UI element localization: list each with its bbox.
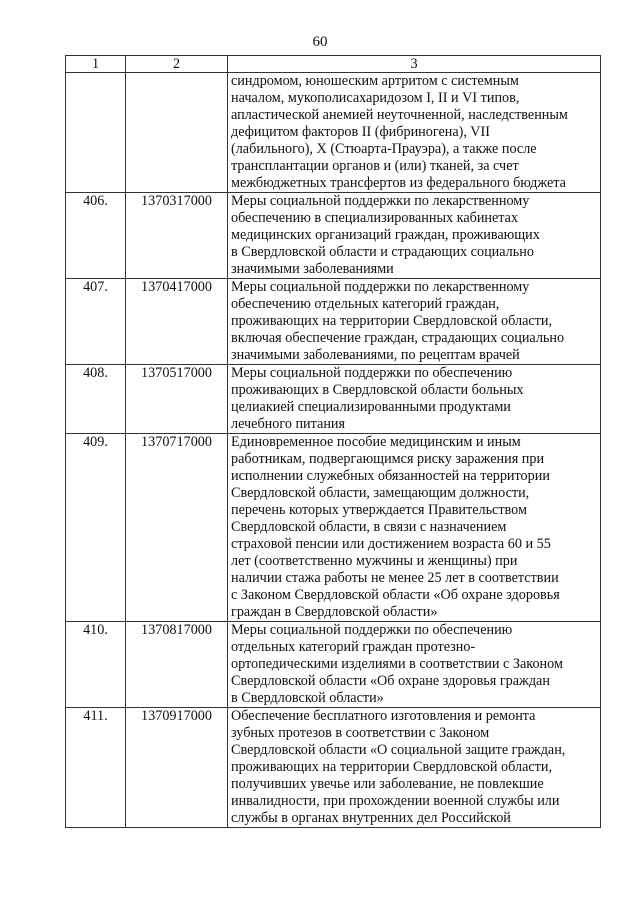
column-header-number: 1 — [66, 56, 126, 73]
table-header-row — [66, 56, 601, 73]
description-line: перечень которых утверждается Правительством — [231, 502, 527, 518]
table-row — [66, 365, 601, 434]
row-description-cell — [228, 279, 601, 365]
column-header-code: 2 — [126, 56, 228, 73]
description-line: синдромом, юношеским артритом с системным — [231, 73, 519, 89]
description-line: Свердловской области, замещающим должности, — [231, 485, 530, 501]
description-line: службы в органах внутренних дел Российской — [231, 810, 511, 826]
description-line: Свердловской области «Об охране здоровья граждан — [231, 673, 550, 689]
description-line: проживающих в Свердловской области больных — [231, 382, 524, 398]
description-line: работникам, подвергающимся риску заражения при — [231, 451, 545, 467]
table-row — [66, 73, 601, 193]
description-line: включая обеспечение граждан, страдающих социально — [231, 330, 565, 346]
table-row — [66, 622, 601, 708]
description-line: отдельных категорий граждан протезно- — [231, 639, 476, 655]
row-description-cell — [228, 622, 601, 708]
row-code-cell: 1370417000 — [126, 279, 228, 365]
description-line: проживающих на территории Свердловской области, — [231, 759, 552, 775]
description-line: инвалидности, при прохождении военной службы или — [231, 793, 560, 809]
column-header-description: 3 — [228, 56, 601, 73]
description-line: Свердловской области «О социальной защите граждан, — [231, 742, 566, 758]
table-row — [66, 279, 601, 365]
description-line: наличии стажа работы не менее 25 лет в соответствии — [231, 570, 559, 586]
description-line: лечебного питания — [231, 416, 346, 432]
description-line: Единовременное пособие медицинским и иным — [231, 434, 521, 450]
row-code-cell: 1370517000 — [126, 365, 228, 434]
row-description-cell — [228, 434, 601, 622]
row-number-cell: 411. — [66, 708, 126, 828]
row-number-cell: 406. — [66, 193, 126, 279]
row-code-cell: 1370917000 — [126, 708, 228, 828]
description-line: с Законом Свердловской области «Об охране здоровья — [231, 587, 560, 603]
description-line: значимыми заболеваниями — [231, 261, 394, 277]
table-row — [66, 708, 601, 828]
description-line: Меры социальной поддержки по лекарственному — [231, 279, 530, 295]
description-line: получивших увечье или заболевание, не повлекшие — [231, 776, 544, 792]
description-line: обеспечению в специализированных кабинетах — [231, 210, 519, 226]
row-code-cell: 1370817000 — [126, 622, 228, 708]
description-line: медицинских организаций граждан, проживающих — [231, 227, 540, 243]
page-number: 60 — [312, 34, 328, 50]
description-line: страховой пенсии или достижением возраста 60 и 55 — [231, 536, 551, 552]
description-line: исполнении служебных обязанностей на территории — [231, 468, 550, 484]
description-line: апластической анемией неуточненной, наследственным — [231, 107, 568, 123]
description-line: в Свердловской области и страдающих социально — [231, 244, 534, 260]
description-line: граждан в Свердловской области» — [231, 604, 438, 620]
budget-classification-table — [65, 55, 601, 828]
row-description-cell — [228, 73, 601, 193]
row-number-cell: 410. — [66, 622, 126, 708]
description-line: Меры социальной поддержки по лекарственному — [231, 193, 530, 209]
description-line: проживающих на территории Свердловской области, — [231, 313, 552, 329]
row-description-cell — [228, 708, 601, 828]
description-line: зубных протезов в соответствии с Законом — [231, 725, 490, 741]
table-body — [66, 73, 601, 828]
table-row — [66, 434, 601, 622]
description-line: ортопедическими изделиями в соответствии с Законом — [231, 656, 563, 672]
description-line: Обеспечение бесплатного изготовления и ремонта — [231, 708, 536, 724]
row-code-cell: 1370317000 — [126, 193, 228, 279]
description-line: целиакией специализированными продуктами — [231, 399, 511, 415]
description-line: дефицитом факторов II (фибриногена), VII — [231, 124, 490, 140]
description-line: межбюджетных трансфертов из федерального бюджета — [231, 175, 566, 191]
row-description-cell — [228, 193, 601, 279]
table-row — [66, 193, 601, 279]
row-number-cell — [66, 73, 126, 193]
description-line: в Свердловской области» — [231, 690, 384, 706]
description-line: обеспечению отдельных категорий граждан, — [231, 296, 500, 312]
description-line: Свердловской области, в связи с назначением — [231, 519, 507, 535]
row-number-cell: 409. — [66, 434, 126, 622]
description-line: лет (соответственно мужчины и женщины) при — [231, 553, 518, 569]
description-line: (лабильного), X (Стюарта-Прауэра), а также после — [231, 141, 537, 157]
description-line: трансплантации органов и (или) тканей, за счет — [231, 158, 519, 174]
row-number-cell: 407. — [66, 279, 126, 365]
description-line: Меры социальной поддержки по обеспечению — [231, 622, 513, 638]
description-line: Меры социальной поддержки по обеспечению — [231, 365, 513, 381]
description-line: значимыми заболеваниями, по рецептам врачей — [231, 347, 520, 363]
row-number-cell: 408. — [66, 365, 126, 434]
row-description-cell — [228, 365, 601, 434]
row-code-cell: 1370717000 — [126, 434, 228, 622]
row-code-cell — [126, 73, 228, 193]
description-line: началом, мукополисахаридозом I, II и VI типов, — [231, 90, 520, 106]
